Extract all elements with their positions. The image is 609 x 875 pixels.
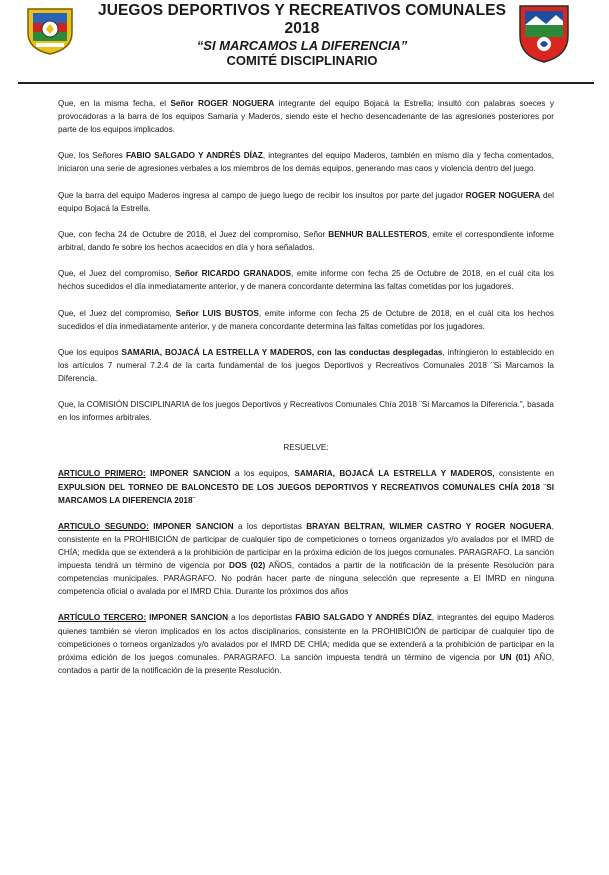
paragraph-6: [58, 307, 554, 333]
text: , integrantes del equipo Maderos quienes también se vieron implicados en los actos disciplinarios, consistente en la PROHIBICIÓN de participar de cualquier tipo de competiciones o torneos organizados y/o avalados por el IMRD DE CHÍA; medida que se extenderá a la prohibición de participar en la próxima edición de los juegos comunales. PARAGRAFO. La sanción impuesta tendrá un término de vigencia por: [58, 613, 554, 662]
text: , emite informe con fecha 25 de Octubre de 2018, en el cuál cita los hechos sucedidos el día inmediatamente anterior, y de manera concordante determina las faltas cometidas por los jugadores.: [58, 269, 554, 292]
text: Que, el Juez del compromiso,: [58, 269, 175, 279]
bold-text: ROGER NOGUERA: [465, 190, 541, 200]
document-title: JUEGOS DEPORTIVOS Y RECREATIVOS COMUNALES 2018: [97, 2, 507, 37]
header-divider: [18, 82, 594, 84]
bold-text: DOS (02): [229, 561, 266, 571]
text: , integrantes del equipo Maderos, también en mismo día y fecha comentados, iniciaron una serie de agresiones verbales a los miembros de los demás equipos, generando mas caos y violencia dentro del juego.: [58, 151, 554, 174]
text: a los deportistas: [233, 521, 307, 531]
text: , emite informe con fecha 25 de Octubre de 2018, en el cuál cita los hechos sucedidos el día inmediatamente anterior, y de manera concordante determina las faltas cometidas por los jugadores.: [58, 308, 554, 331]
paragraph-8: [58, 398, 554, 424]
articulo-primero: [58, 467, 554, 506]
text: , infringieron lo establecido en los artículos 7 numeral 7.2.4 de la carta fundamental de los juegos Deportivos y Recreativos Comunales 2018 ¨Si Marcamos la Diferencia.: [58, 347, 554, 383]
articulo-heading: ARTICULO SEGUNDO:: [58, 521, 149, 531]
text: a los equipos,: [230, 469, 295, 479]
shield-logo-left: [24, 3, 76, 55]
bold-text: Señor LUIS BUSTOS: [175, 308, 259, 318]
paragraph-3: [58, 189, 554, 215]
bold-text: SAMARIA, BOJACÁ LA ESTRELLA Y MADEROS, con las conductas desplegadas: [121, 347, 443, 357]
bold-text: Señor RICARDO GRANADOS: [174, 269, 292, 279]
bold-text: IMPONER SANCION: [146, 613, 229, 623]
committee-name: COMITÉ DISCIPLINARIO: [226, 53, 378, 68]
bold-text: SAMARIA, BOJACÁ LA ESTRELLA Y MADEROS,: [294, 469, 495, 479]
bold-text: BENHUR BALLESTEROS: [328, 229, 428, 239]
paragraph-1: [58, 97, 554, 136]
text: AÑO, contados a partir de la notificación de la presente Resolución.: [58, 652, 554, 675]
paragraph-2: [58, 149, 554, 175]
bold-text: IMPONER SANCION: [148, 521, 234, 531]
bold-text: IMPONER SANCION: [145, 469, 231, 479]
text: del equipo Bojacá la Estrella.: [58, 190, 554, 213]
document-header: [0, 0, 609, 84]
bold-text: FABIO SALGADO Y ANDRÉS DÍAZ: [125, 151, 263, 161]
text: , consistente en la PROHIBICIÓN de participar de cualquier tipo de competiciones o torneos organizados y/o avalados por el IMRD de CHÍA; medida que se extenderá a la prohibición de participar en la próxima edición de los juegos comunales. PARAGRAFO. La sanción impuesta tendrá un término de vigencia por: [58, 521, 554, 571]
shield-logo-right: [516, 2, 572, 64]
resuelve-heading: RESUELVE:: [283, 443, 329, 453]
text: Que, en la misma fecha, el: [58, 99, 171, 108]
articulo-heading: ARTICULO PRIMERO:: [58, 469, 146, 479]
paragraph-5: [58, 267, 554, 293]
articulo-segundo: [58, 520, 554, 599]
text: Que, los Señores: [58, 151, 126, 161]
bold-text: Señor ROGER NOGUERA: [170, 99, 275, 108]
document-subtitle: “SI MARCAMOS LA DIFERENCIA”: [196, 38, 408, 53]
text: Que, con fecha 24 de Octubre de 2018, el Juez del compromiso, Señor: [58, 229, 329, 239]
bold-text: FABIO SALGADO Y ANDRÉS DÍAZ: [295, 613, 432, 623]
articulo-heading: ARTÍCULO TERCERO:: [58, 613, 147, 623]
articulo-tercero: [58, 611, 554, 676]
text: a los deportistas: [228, 613, 296, 623]
paragraph-7: [58, 346, 554, 385]
text: integrante del equipo Bojacá la Estrella; insultó con palabras soeces y provocadoras a la barra de los equipos Samaria y Maderos, siendo este el hecho desencadenante de las agresiones posteriores por parte de los equipos implicados.: [58, 99, 554, 135]
text: Que, la COMISIÓN DISCIPLINARIA de los juegos Deportivos y Recreativos Comunales Chía 2018 ¨Si Marcamos la Diferencia.”, basada en los informes arbitrales.: [58, 400, 554, 423]
bold-text: UN (01): [499, 652, 531, 662]
title-block: [82, 2, 522, 68]
paragraph-4: [58, 228, 554, 254]
bold-text: EXPULSION DEL TORNEO DE BALONCESTO DE LOS JUEGOS DEPORTIVOS Y RECREATIVOS COMUNALES CHÍA 2018 ¨SI MARCAMOS LA DIFERENCIA 2018¨: [58, 482, 554, 505]
text: Que la barra del equipo Maderos ingresa al campo de juego luego de recibir los insultos por parte del jugador: [58, 190, 466, 200]
text: AÑOS, contados a partir de la notificación de la presente Resolución para competencias municipales. PARÁGRAFO. No podrán hacer parte de ninguna selección que represente a El IMRD en ninguna competencia oficial o avalada por el IMRD Chía. Durante los próximos dos años: [58, 561, 555, 597]
document-body: [58, 97, 554, 690]
text: , emite el correspondiente informe arbitral, dando fe sobre los hechos acaecidos en día y hora señalados.: [58, 229, 554, 253]
text: Que los equipos: [58, 347, 122, 357]
text: Que, el Juez del compromiso,: [58, 308, 176, 318]
text: consistente en: [494, 469, 555, 479]
bold-text: BRAYAN BELTRAN, WILMER CASTRO Y ROGER NOGUERA: [306, 521, 552, 531]
